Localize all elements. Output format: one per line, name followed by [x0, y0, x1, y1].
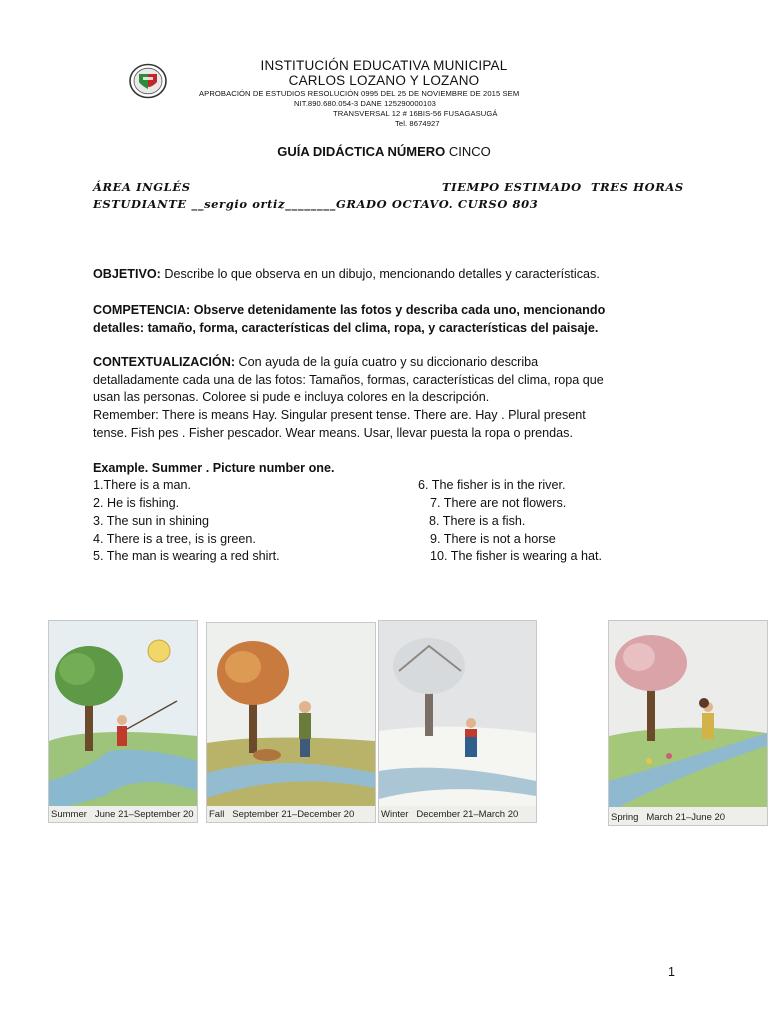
summer-picture	[48, 620, 198, 823]
example-item: 2. He is fishing.	[93, 496, 180, 510]
context-line-5: tense. Fish pes . Fisher pescador. Wear means. Usar, llevar puesta la ropa o prendas.	[93, 426, 573, 440]
approval-line: APROBACIÓN DE ESTUDIOS RESOLUCIÓN 0995 DEL 25 DE NOVIEMBRE DE 2015 SEM	[199, 89, 520, 98]
context-line-1	[93, 354, 683, 372]
example-heading: Example. Summer . Picture number one.	[93, 461, 335, 475]
objective-label: OBJETIVO:	[93, 267, 161, 281]
context-label: CONTEXTUALIZACIÓN:	[93, 355, 236, 369]
page-number: 1	[668, 965, 675, 979]
context-line-4: Remember: There is means Hay. Singular present tense. There are. Hay . Plural present	[93, 408, 586, 422]
context-line-2: detalladamente cada una de las fotos: Tamaños, formas, características del clima, ropa que	[93, 373, 604, 387]
example-item: 10. The fisher is wearing a hat.	[430, 549, 602, 563]
winter-caption: Winter December 21–March 20	[381, 809, 519, 820]
example-item: 1.There is a man.	[93, 478, 191, 492]
objective-text: Describe lo que observa en un dibujo, mencionando detalles y características.	[164, 267, 600, 281]
summer-caption: Summer June 21–September 20	[51, 809, 194, 820]
fall-caption: Fall September 21–December 20	[209, 809, 355, 820]
guide-title-number: CINCO	[448, 144, 491, 159]
winter-picture	[378, 620, 537, 823]
spring-caption: Spring March 21–June 20	[611, 812, 726, 823]
address-line: TRANSVERSAL 12 # 16BIS-56 FUSAGASUGÁ	[333, 109, 498, 118]
student-field: ESTUDIANTE __sergio ortiz________GRADO OCTAVO. CURSO 803	[93, 197, 539, 211]
area-field: ÁREA INGLÉS	[93, 180, 191, 194]
example-item: 8. There is a fish.	[429, 514, 526, 528]
guide-title-label: GUÍA DIDÁCTICA NÚMERO	[277, 144, 446, 159]
example-item: 9. There is not a horse	[430, 532, 556, 546]
competence-line-2: detalles: tamaño, forma, características del clima, ropa, y características del paisaje.	[93, 321, 599, 335]
context-text-1: Con ayuda de la guía cuatro y su diccionario describa	[235, 355, 539, 369]
example-item: 7. There are not flowers.	[430, 496, 567, 510]
context-line-3: usan las personas. Coloree si pude e incluya colores en la descripción.	[93, 390, 490, 404]
example-item: 4. There is a tree, is is green.	[93, 532, 256, 546]
guide-title	[0, 144, 768, 159]
competence-line-1: COMPETENCIA: Observe detenidamente las fotos y describa cada uno, mencionando	[93, 303, 606, 317]
phone-line: Tel. 8674927	[395, 119, 440, 128]
objective-paragraph	[93, 266, 683, 284]
example-item: 5. The man is wearing a red shirt.	[93, 549, 280, 563]
fall-picture	[206, 622, 376, 823]
example-item: 3. The sun in shining	[93, 514, 209, 528]
spring-picture	[608, 620, 768, 826]
nit-dane-line: NIT.890.680.054-3 DANE 125290000103	[294, 99, 436, 108]
school-name: CARLOS LOZANO Y LOZANO	[288, 73, 480, 88]
institution-name: INSTITUCIÓN EDUCATIVA MUNICIPAL	[260, 58, 508, 73]
time-field: TIEMPO ESTIMADO TRES HORAS	[442, 180, 684, 194]
example-item: 6. The fisher is in the river.	[418, 478, 566, 492]
